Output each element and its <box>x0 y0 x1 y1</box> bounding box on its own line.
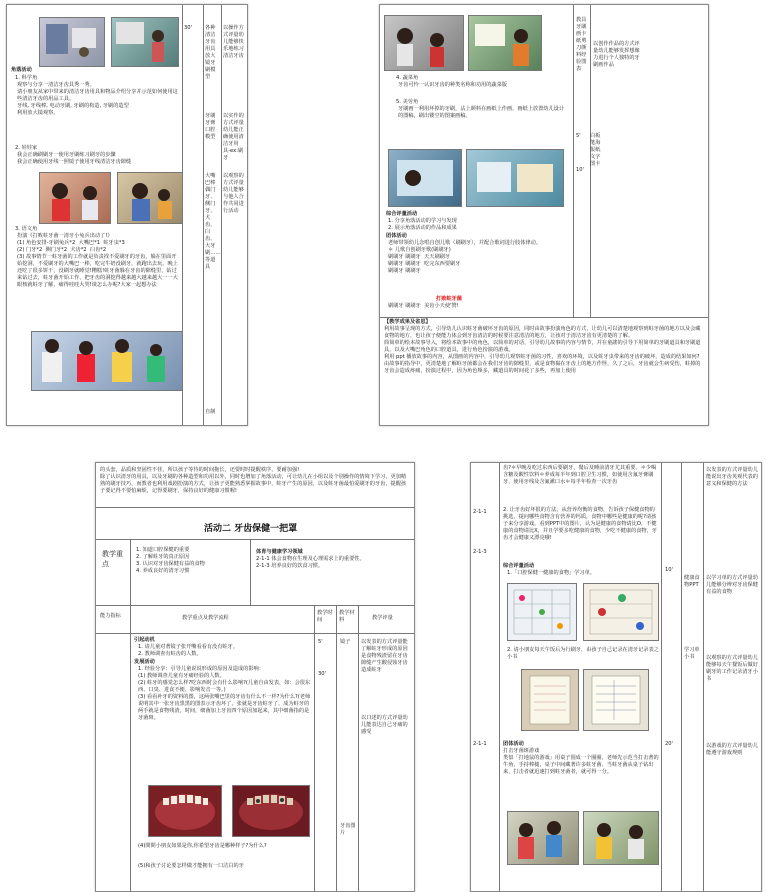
art-photo-2 <box>466 149 564 207</box>
material-teeth-pictures: 牙齿图片 <box>340 823 356 836</box>
worksheet-photo-2 <box>583 583 659 641</box>
eval-record: 以观察的方式评量幼儿能够每天午餐饭后做好刷牙的工作记录清牙小书 <box>706 655 758 682</box>
activity-title: 活动二 牙齿保健一把罩 <box>204 524 298 534</box>
header-material: 教学材料 <box>339 610 355 623</box>
group-end-line: 刷刷牙 刷刷牙 美齿小天使'赞! <box>388 303 459 309</box>
group-text: 老师带领幼儿念唱自创儿歌（刷刷牙），并配合歌词进行肢体律动。 ＊ 儿歌自创刷牙歌(刷刷牙) 刷刷牙 刷刷牙 天天刷刷牙 刷刷牙 刷刷牙 吃完东西要刷牙 刷刷牙 刷刷牙 <box>388 240 542 274</box>
time-cell: 30' <box>184 25 193 31</box>
index-2-1-1: 2-1-1 <box>473 509 487 515</box>
page4-summary-title: 综合评量活动 <box>503 563 535 569</box>
worksheet-photo-1 <box>507 583 577 641</box>
header-time: 教学时间 <box>317 610 333 623</box>
vegetable-corner-text: 牙齿可怜一认识牙齿的种类名称和功用的蔬菜版 <box>398 82 507 88</box>
question-5: (5)和孩子讨论要怎样做才能拥有一口洁白的牙 <box>138 863 244 869</box>
materials-cell: 各种清洁牙齿用具放大镜牙刷模型 <box>205 25 216 80</box>
vegetable-corner-title: 4. 蔬菜角 <box>396 75 419 81</box>
material-ppt: 健康食物PPT <box>684 575 700 588</box>
toothbrush-art-photo-2 <box>468 15 542 71</box>
art-corner-text: 牙刷画一利用坏掉的牙刷，沾上颜料在画纸上作画，画纸上放置幼儿设计的图稿，刷出镂空的图案画稿。 <box>398 106 565 119</box>
time-10: 10' <box>665 567 674 573</box>
section-title: 角落活动 <box>11 67 32 73</box>
header-flow: 教学重点及教学流程 <box>182 615 229 621</box>
record-text: 2. 请小朋友每天午饭后为行刷牙，由孩子自己记录在清牙记录表之小书 <box>507 647 659 660</box>
reflection-text: 利用故事呈现的方式，引导幼儿认识蛀牙菌破坏牙齿的原因，同时由故事扮演角色的方式，让幼儿可以清楚地观察到蛀牙菌的地方以及会藏食物的地方，也让孩子便能力体会到牙齿清洁的时候要注意清洁的地方，让孩对于清洁牙齿有更清楚的了解。 简简单的绘本故事导入，将绘本故事中的角色，以简单的对话，引导幼儿故事的内容与情节，并在童謠的引导下用简单的牙刷道具和牙刷道具，以及大嘴巴角色的口腔道具，进行角色扮演的游戏。 利用 ppt 播放故事的内容，从图画的内容中，引导幼儿观察蛀牙菌的习性，喜欢的环境，以及蛀牙虫带来的牙齿的破坏，造成的结果如何?由故事的指导中，更清楚地了解蛀牙菌都会在我们牙齿的隙缝里，或是食物黏在牙齿上的地方作怪，久了之后，牙齿就会生病受伤，蛀掉的牙齿会造成疼痛，扮演过程中，因为角色频多，藏道具的时间花了多些，再加上使用 <box>384 326 701 374</box>
focus-label: 教学重点 <box>102 550 123 568</box>
document-page-2 <box>379 4 709 426</box>
game-photo-2 <box>583 811 659 865</box>
indicator-items: 2-1-1 体会食物在生理及心理需求上的重要性。 2-1-3 培养良好的饮食习惯。 <box>256 556 365 569</box>
record-book-photo-2 <box>583 669 649 731</box>
baby-corner-title: 2. 娃娃家 <box>15 145 38 151</box>
children-photo-1 <box>39 172 111 224</box>
group-red-line: 打败蛀牙菌 <box>436 296 462 302</box>
intro-items: 1. 请儿童对著镜子张开嘴看看有没有蛀牙。 2. 教师调查有蛀齿的人数。 <box>138 644 238 657</box>
eval-cell-b: 以口述的方式评量幼儿能表达自己牙痛的感受 <box>361 715 408 735</box>
index-2-1-3: 2-1-3 <box>473 549 487 555</box>
material-booklet: 学习单 小书 <box>684 647 700 660</box>
children-photo-2 <box>117 172 183 224</box>
time-cell-5: 5' <box>576 133 581 139</box>
game-subtitle: 打击牙菌斑游戏 <box>503 748 540 754</box>
game-photo-1 <box>507 811 579 865</box>
header-eval: 教学评量 <box>372 615 393 621</box>
document-page-3 <box>95 462 415 892</box>
page4-top-text: 齿?＊早晚及吃过东西后要刷牙，餐后及睡前清牙尤其重要。＊少喝含糖及酸性饮料＊养成每半年到口腔卫生习惯，如使用含氟牙膏刷牙，使用牙线及含氟漱口水＊每半年检查一次牙齿 <box>503 465 657 485</box>
game-text: 类似「打地鼠的游戏」用桌子围成一个圈圈，老师先示范当打击著的牛角，手持棒槌，桌子中间藏著许多蛀牙菌、当蛀牙菌从桌子钻出来，打击者就迅速打到蛀牙菌者，就可得一分。 <box>503 755 659 775</box>
indicator-title: 体育与健康学习领域 <box>256 549 303 555</box>
evaluation-cell-2: 以实作的方式评量幼儿能正确使用清洁牙用具-ex:刷牙 <box>223 113 244 161</box>
game-title: 团体活动 <box>503 741 524 747</box>
page3-top-text: 的头套，品质和坚固性不佳，所以孩子等待的时间拖长，还要时时提醒秩序，要耐加强! 除了认识清牙的用具，以及牙刷的各种造型和功用以外，同时也增加了角落活动，可让幼儿在小组以及个别操作的情境下学习，更加精熟的刷牙技巧，而教者也利用戏剧扮演的方式，让孩子更能熟悉掌握故事中，蛀牙产生的原因，以及蛀牙菌最怕爱刷牙的牙齿，提醒孩子要记得不要怕麻烦，记得要刷牙，保持良好的健康习惯喔! <box>100 467 407 494</box>
science-title: 1. 科学角 <box>15 75 38 81</box>
roleplay-photo <box>31 331 183 391</box>
document-page-1 <box>6 4 248 426</box>
summary-title: 综合评量活动 <box>386 211 418 217</box>
baby-corner-text: 我会正确刷刷牙一使用牙刷练习刷牙的步骤 我会正确使用牙线一照镜子使用牙线清洁牙齿隙缝 <box>17 152 132 165</box>
materials-cell-3: 大嘴巴棒偶门牙、侧门牙、犬齿、臼齿、大牙刷……等道具 <box>205 173 221 270</box>
header-indicator: 能力指标 <box>100 613 121 619</box>
science-text: 观察与分享一清洁牙齿具秀一秀。 请小朋友从家中带来的清洁牙齿用具和物品介绍分享并示范如何使用这些清洁牙齿的用品工具。 牙线, 牙线棒, 电动牙刷, 牙刷的构造, 牙刷的造型 利用放大镜观察。 <box>17 82 178 116</box>
time-cell-10: 10' <box>576 167 585 173</box>
eval-mid: 以学习单的方式评量幼儿能够分辨对牙齿保健有益的食物 <box>706 575 758 595</box>
teeth-photo-1 <box>148 785 222 837</box>
teeth-photo-2 <box>232 785 310 837</box>
classroom-photo-2 <box>111 17 179 67</box>
index-2-1-1-b: 2-1-1 <box>473 741 487 747</box>
evaluation-cell-3: 以观察的方式评量幼儿能够与他人合作共同进行活动 <box>223 173 244 214</box>
develop-text: 1. 经验分享：引导儿童说说形成的原因及造成的影响： (1) 教师调查儿童有牙痛经验的人数。 (2) 蛀牙的感觉怎么样?吃东西时会有什么影响?(儿童自由发表，如：会很东西、口臭、进食不便、影响发音一等。) (3) 看看补牙的资料的图，这两张嘴巴里的牙齿有什么不一样?为什么?(老师说明其中一张牙齿黑黑的图表示牙齿坏了，张就是牙齿蛀牙了，成为蛀牙的两手就是食物残渣，时间，细菌加上牙齿四个原因加起来，其中细菌指的是牙菌斑。 <box>138 666 311 721</box>
self-made-label: 自制 <box>205 409 216 415</box>
time-20: 20' <box>665 741 674 747</box>
materials-cell-mid: 白板笔海报纸文字图卡 <box>590 133 601 167</box>
eval-cell-a: 以发表的方式评量能了解蛀牙形成的原因是食物残渣留在牙齿隙缝产生酸侵蚀牙齿造成蛀牙 <box>361 639 408 673</box>
language-corner-title: 3. 语文角 <box>15 226 38 232</box>
art-photo-1 <box>388 149 462 207</box>
materials-cell-2: 牙刷牙膏口腔模型 <box>205 113 216 140</box>
reflection-title: 【教学成果及省思】 <box>384 319 431 325</box>
evaluation-cell: 以操作方式评量幼儿能够快乐地练习清洁牙齿 <box>223 25 244 59</box>
document-page-4 <box>470 462 762 892</box>
material-mirror: 镜子 <box>340 639 351 645</box>
time-5: 5' <box>318 639 323 645</box>
develop-title: 发展活动 <box>134 659 155 665</box>
eval-top: 以发表的方式评量幼儿能说出牙齿英观代表的意义和保健的方法 <box>706 467 758 487</box>
summary-items: 1. 分享角落活动的学习与发现 2. 展示角落活动的作品和成果 <box>388 218 457 231</box>
materials-cell-top: 教具 牙刷画卡纸剪刀颜料经验图表 <box>576 17 587 72</box>
eval-game: 以游戏的方式评量幼儿能遵守游戏规则 <box>706 743 758 756</box>
intro-title: 引起动机 <box>134 637 155 643</box>
page4-summary-item: 1.「口腔保健一健康的食物」学习单。 <box>507 570 595 576</box>
question-4: (4)問問小朋友如果是你,你希望牙齿是哪种样子?为什么? <box>138 843 267 849</box>
classroom-photo-1 <box>39 17 105 67</box>
record-book-photo-1 <box>521 669 579 731</box>
art-corner-title: 5. 美劳角 <box>396 99 419 105</box>
group-title: 团体活动 <box>386 233 407 239</box>
toothbrush-art-photo-1 <box>384 15 464 71</box>
focus-items: 1. 知道口腔保健的重要 2. 了解蛀牙的真正原因 3. 认识对牙齿保健有益的食物 4. 养成良好的清牙习惯 <box>136 547 205 574</box>
language-corner-text: 扮演《打败蛀牙菌一清牙小兔兵出动了!》 (1) 角色安排-牙刷兔兵*2 大嘴巴*1 蛀牙虫*3 (2) 门牙*2 侧门牙*2 犬齿*2 臼齿*2 (3) 故事情节一蛀牙菌的工作就是负责找不爱刷牙的牙齿，躲在里面开始挖洞，不爱刷牙的大嘴巴一棒，吃完牛奶没刷牙，就跑出去玩，晚上还吃了很多饼干，没刷牙就睡觉!糟糕!蛀牙菌躲在牙齿的隙缝里，钻过来钻过去，蛀牙菌开始工作，把牙齿的洞挖得越来越大越来越大一一大眼核就蛀牙了解，痛得哇哇大哭!谈怎么办呢?大家一起想办法 <box>17 233 178 288</box>
time-30: 30' <box>318 671 327 677</box>
page4-mid-text: 2. 让牙齿好坏很的方法，从营养均衡的食物，告诉孩子保健食物的挑选，提问哪些食物含有营养的钙质，食物中哪些是健康的呢?请孩子来分享游戏。看到PPT中的图片，认为是健康的食物请比O，不健康的食物请比X，并且学要多吃健康的食物，少吃不健康的食物，牙齿才会健康又漂亮哦! <box>503 507 657 541</box>
evaluation-cell-top: 以创作作品的方式评量幼儿能够发挥想像力进行个人独特的牙刷画作品 <box>593 41 640 68</box>
